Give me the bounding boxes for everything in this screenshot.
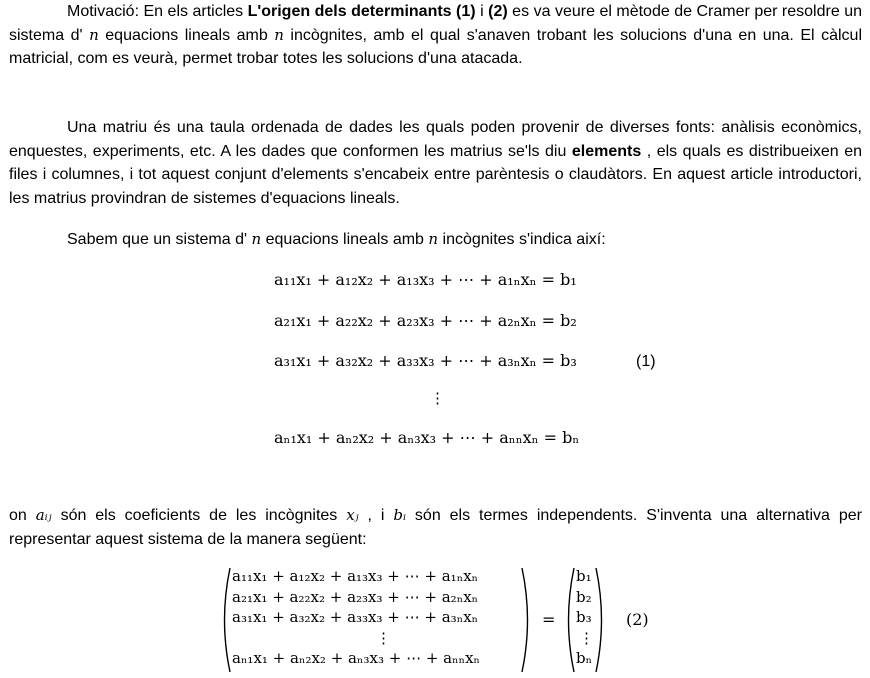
text: incògnites, amb el qual s'anaven trobant les solucions d'una en una. El càlcul matricial, com es veurà, permet trobar totes les solucions d'una atacada. — [9, 26, 863, 67]
text: incògnites s'indica així: — [438, 231, 606, 248]
math-bi: bᵢ — [393, 506, 407, 524]
vector-entry: b₂ — [576, 587, 592, 606]
math-n: n — [428, 230, 439, 248]
matrix-row: a₁₁x₁ + a₁₂x₂ + a₁₃x₃ + ⋯ + a₁ₙxₙ — [232, 567, 479, 585]
text: , els quals es distribueixen en files i columnes, i tot aquest conjunt d'elements s'encabeix entre parèntesis o claudàtors. En aquest article introductori, les matrius provindran de sistemes d'equacions lineals. — [9, 142, 862, 207]
paragraph-system-intro — [9, 228, 862, 252]
vector-entry: bₙ — [576, 649, 593, 667]
equation-row-2: a₂₁x₁ + a₂₂x₂ + a₂₃x₃ + ⋯ + a₂ₙxₙ = b₂ — [274, 311, 577, 330]
equation-row-1: a₁₁x₁ + a₁₂x₂ + a₁₃x₃ + ⋯ + a₁ₙxₙ = b₁ — [274, 270, 577, 289]
text: Motivació: En els articles — [67, 3, 248, 20]
vector-entry: ⋮ — [579, 628, 594, 647]
text: Una matriu és una taula ordenada de dades les quals poden provenir de diverses fonts: anàlisis econòmics, enquestes, experiments, etc. A les dades que conformen les matrius se'ls diu — [9, 119, 862, 160]
matrix-row: aₙ₁x₁ + aₙ₂x₂ + aₙ₃x₃ + ⋯ + aₙₙxₙ — [232, 649, 481, 667]
equals-sign: = — [542, 610, 556, 629]
paragraph-matrix-definition — [9, 116, 862, 210]
paragraph-coefficients — [9, 504, 862, 551]
equation-label-2: (2) — [626, 610, 649, 629]
math-aij: aᵢⱼ — [35, 506, 52, 524]
math-n: n — [89, 25, 99, 44]
matrix-row: ⋮ — [376, 628, 391, 647]
text: Sabem que un sistema d' — [67, 231, 248, 248]
text: són els termes independents. S'inventa una alternativa per representar aquest sistema de la manera següent: — [9, 507, 862, 548]
math-xj: xⱼ — [346, 506, 359, 524]
equation-label-1: (1) — [636, 353, 656, 370]
text: són els coeficients de les incògnites — [51, 507, 347, 524]
coefficient-matrix — [232, 566, 480, 669]
article-title-bold: L'origen dels determinants (1) — [247, 3, 476, 20]
equation-row-n: aₙ₁x₁ + aₙ₂x₂ + aₙ₃x₃ + ⋯ + aₙₙxₙ = bₙ — [274, 428, 580, 447]
left-paren-lhs — [218, 566, 232, 674]
elements-bold: elements — [571, 142, 642, 160]
matrix-row: a₃₁x₁ + a₃₂x₂ + a₃₃x₃ + ⋯ + a₃ₙxₙ — [232, 608, 479, 626]
constants-vector — [576, 566, 594, 669]
text: equacions lineals amb — [98, 26, 275, 44]
text: on — [9, 507, 36, 524]
matrix-row: a₂₁x₁ + a₂₂x₂ + a₂₃x₃ + ⋯ + a₂ₙxₙ — [232, 587, 479, 606]
text: i — [475, 3, 489, 20]
text: , i — [358, 507, 394, 524]
math-n: n — [274, 25, 284, 44]
right-paren-rhs — [594, 566, 608, 674]
vector-entry: b₃ — [576, 608, 592, 626]
vertical-dots: ⋮ — [430, 389, 445, 407]
article-number-bold: (2) — [488, 3, 508, 20]
right-paren-lhs — [520, 566, 534, 674]
text: equacions lineals amb — [261, 231, 429, 248]
text: es va veure el mètode de Cramer per resoldre un sistema d' — [9, 3, 863, 44]
math-n: n — [251, 230, 262, 248]
left-paren-rhs — [562, 566, 576, 674]
paragraph-motivation — [9, 0, 862, 71]
equation-row-3: a₃₁x₁ + a₃₂x₂ + a₃₃x₃ + ⋯ + a₃ₙxₙ = b₃ — [274, 351, 577, 370]
vector-entry: b₁ — [576, 567, 592, 585]
